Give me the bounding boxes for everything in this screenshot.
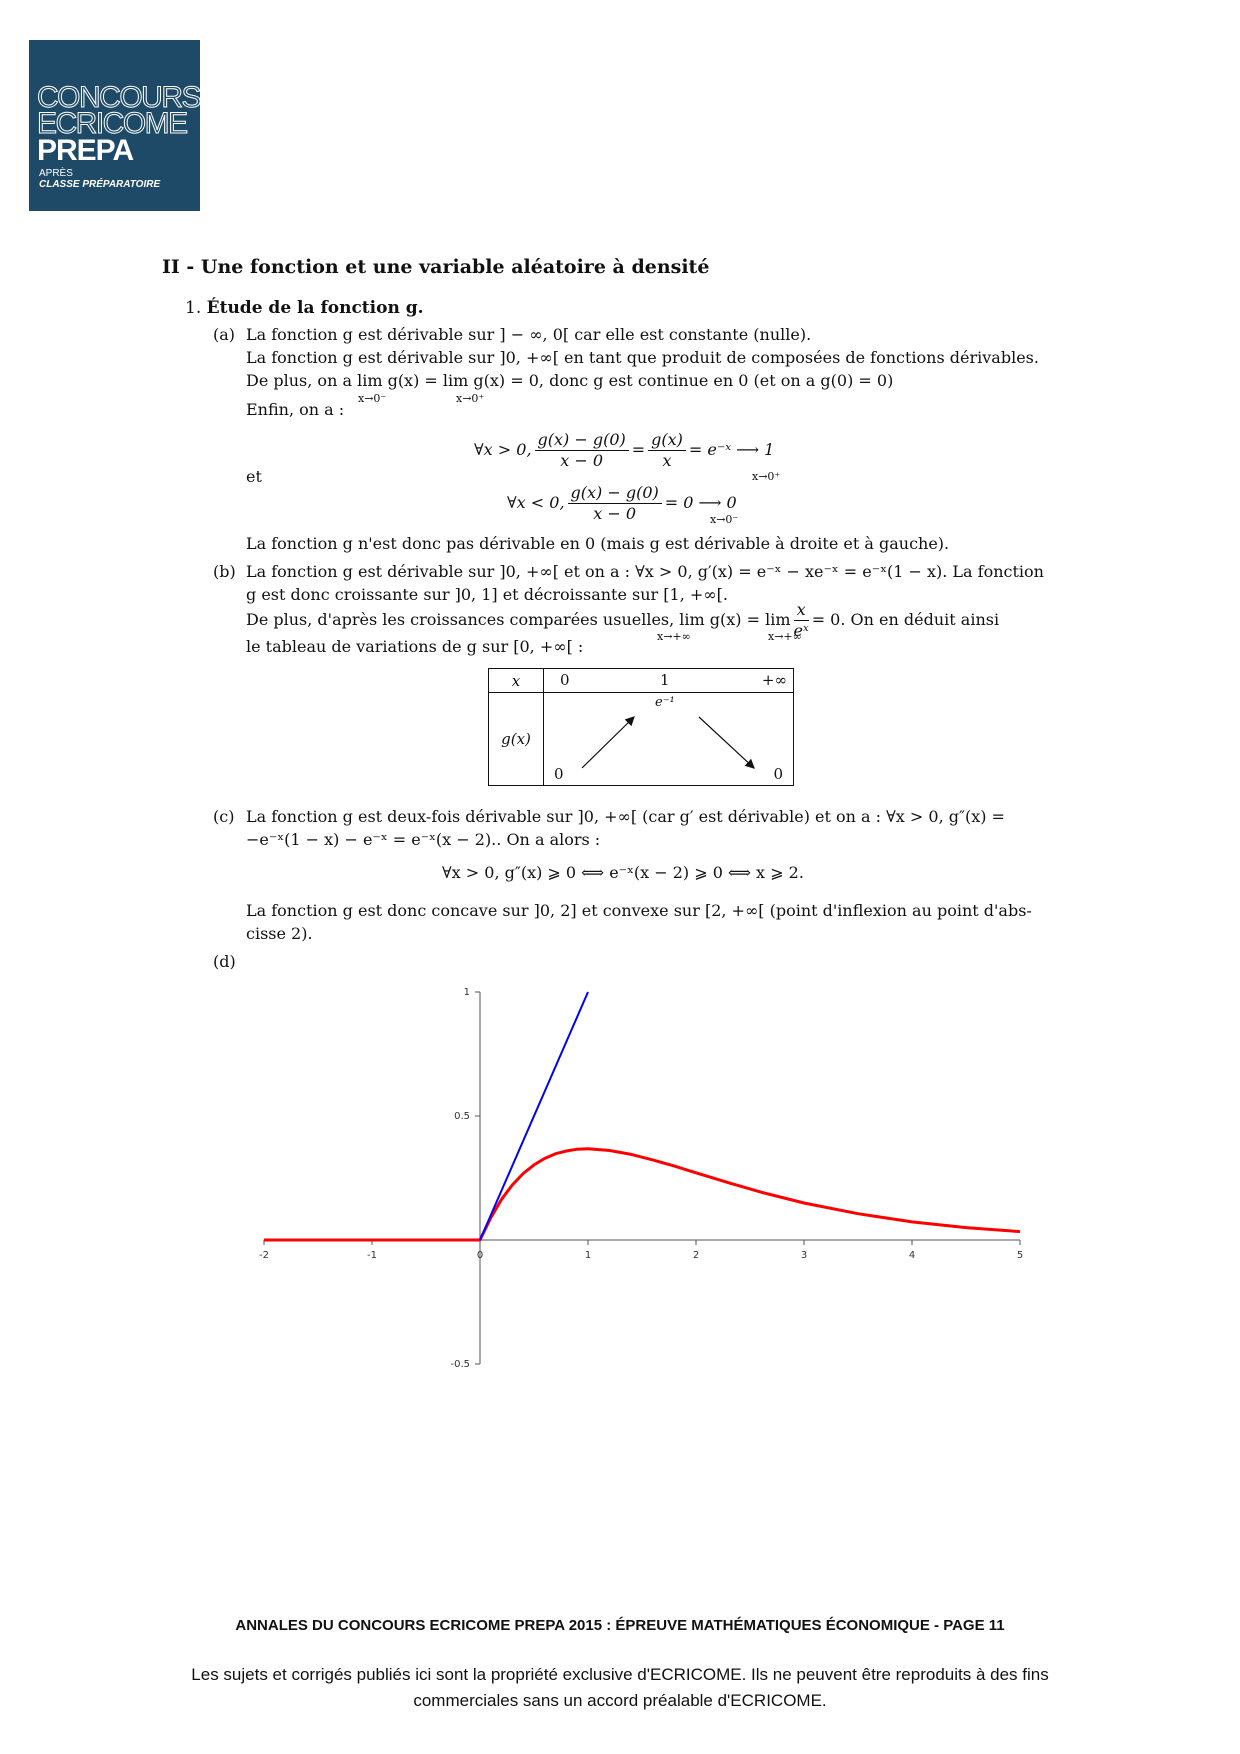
eq1-fraction2: [648, 430, 686, 471]
y-tick-label: -0.5: [450, 1359, 470, 1370]
x-tick-label: -1: [367, 1250, 377, 1261]
ecricome-logo: [29, 40, 200, 211]
part-c-equation: ∀x > 0, g″(x) ⩾ 0 ⟺ e⁻ˣ(x − 2) ⩾ 0 ⟺ x ⩾ 2.: [442, 863, 804, 882]
logo-line-apres: APRÈS: [39, 168, 73, 179]
x-tick-label: 5: [1016, 1250, 1024, 1261]
footer-title: ANNALES DU CONCOURS ECRICOME PREPA 2015 : ÉPREUVE MATHÉMATIQUES ÉCONOMIQUE - PAGE 11: [235, 1617, 1005, 1634]
eq1-fraction: [535, 430, 629, 471]
increasing-arrow: [582, 717, 634, 768]
section-title: II - Une fonction et une variable aléatoire à densité: [162, 256, 710, 278]
var-table-x-values: [544, 669, 794, 693]
part-a-label: (a): [213, 325, 236, 344]
eq1-suffix: = e⁻ˣ ⟶ 1: [688, 440, 775, 459]
part-a-line1: La fonction g est dérivable sur ] − ∞, 0[ car elle est constante (nulle).: [246, 325, 812, 344]
x-tick-label: 1: [584, 1250, 592, 1261]
part-b-frac-num: x: [794, 600, 809, 621]
var-table-x-label: x: [489, 669, 544, 693]
part-b-limit-sub1: x→+∞: [657, 630, 691, 643]
footer-note: Les sujets et corrigés publiés ici sont la propriété exclusive d'ECRICOME. Ils ne peuvent être reproduits à des fins commerciales sans un accord préalable d'ECRICOME.: [191, 1665, 1049, 1710]
chart-axes: [264, 992, 1020, 1364]
var-table-max: e⁻¹: [655, 695, 675, 710]
part-a-et: et: [246, 467, 262, 486]
part-b-line3: [246, 600, 999, 640]
var-table-start: 0: [554, 765, 564, 783]
part-b-line4: le tableau de variations de g sur [0, +∞[ :: [246, 637, 584, 656]
question-title: Étude de la fonction g.: [206, 298, 424, 318]
logo-line-prepa: PREPA: [37, 134, 134, 167]
chart-series: [264, 992, 1020, 1240]
var-table-x1: 1: [660, 671, 670, 689]
logo-line-ecricome: ECRICOME: [37, 107, 187, 140]
x-tick-label: 2: [692, 1250, 700, 1261]
var-table-x2: +∞: [761, 671, 787, 689]
eq1-numerator2: g(x): [648, 430, 686, 451]
series-line-g: [264, 1149, 1020, 1240]
eq1-limit: x→0⁺: [752, 470, 781, 483]
eq2-denominator: x − 0: [593, 503, 637, 523]
var-table-arrows: [544, 693, 798, 786]
part-a-equation1: [474, 425, 774, 475]
x-tick-label: 0: [476, 1250, 484, 1261]
part-b-line3a: De plus, d'après les croissances comparées usuelles, lim g(x) = lim: [246, 610, 791, 629]
part-a-line3: De plus, on a lim g(x) = lim g(x) = 0, donc g est continue en 0 (et on a g(0) = 0): [246, 371, 894, 390]
part-a-limit-sub2: x→0⁺: [456, 392, 485, 405]
part-c-line4: cisse 2).: [246, 924, 313, 943]
part-c-line1: La fonction g est deux-fois dérivable sur ]0, +∞[ (car g′ est dérivable) et on a : ∀x > 0, g″(x) =: [246, 807, 1005, 826]
eq2-prefix: ∀x < 0,: [507, 493, 565, 512]
eq2-numerator: g(x) − g(0): [568, 483, 662, 504]
y-tick-label: 0.5: [454, 1111, 470, 1122]
question-number: 1.: [185, 298, 202, 318]
part-b-limit-sub2: x→+∞: [768, 630, 802, 643]
x-tick-label: 3: [800, 1250, 808, 1261]
function-graph: [240, 980, 1040, 1380]
part-b-label: (b): [213, 562, 236, 581]
logo-line-classe: CLASSE PRÉPARATOIRE: [39, 179, 161, 190]
question-heading: [185, 297, 424, 319]
eq1-numerator: g(x) − g(0): [535, 430, 629, 451]
part-c-line2: −e⁻ˣ(1 − x) − e⁻ˣ = e⁻ˣ(x − 2).. On a alors :: [246, 830, 601, 849]
var-table-end: 0: [773, 765, 783, 783]
eq1-denominator: x − 0: [560, 450, 604, 470]
part-a-limit-sub1: x→0⁻: [358, 392, 387, 405]
var-table-g-label: g(x): [489, 693, 544, 786]
var-table-g-values: [544, 693, 794, 786]
chart-ticks: [259, 987, 1023, 1370]
x-tick-label: 4: [908, 1250, 916, 1261]
part-b-line2: g est donc croissante sur ]0, 1] et décroissante sur [1, +∞[.: [246, 585, 728, 604]
var-table-x0: 0: [560, 671, 570, 689]
part-c-label: (c): [213, 807, 235, 826]
part-a-line4: Enfin, on a :: [246, 400, 345, 419]
eq1-denominator2: x: [662, 450, 672, 470]
decreasing-arrow: [699, 717, 754, 768]
part-b-frac-den: eˣ: [793, 620, 809, 640]
part-b-line3b: = 0. On en déduit ainsi: [811, 610, 1000, 629]
y-tick-label: 1: [463, 987, 470, 998]
part-a-conclusion: La fonction g n'est donc pas dérivable en 0 (mais g est dérivable à droite et à gauche).: [246, 534, 950, 553]
part-a-line2: La fonction g est dérivable sur ]0, +∞[ en tant que produit de composées de fonctions dérivables.: [246, 348, 1039, 367]
variation-table: [488, 668, 794, 786]
eq2-fraction: [568, 483, 662, 524]
eq1-prefix: ∀x > 0,: [474, 440, 532, 459]
part-c-line3: La fonction g est donc concave sur ]0, 2] et convexe sur [2, +∞[ (point d'inflexion au point d'abs-: [246, 901, 1032, 920]
logo-line-concours: CONCOURS: [37, 81, 201, 114]
x-tick-label: -2: [259, 1250, 269, 1261]
eq1-equals: =: [631, 440, 646, 459]
part-a-equation2: [507, 478, 737, 528]
eq2-limit: x→0⁻: [710, 513, 739, 526]
part-d-label: (d): [213, 952, 236, 971]
series-line-tangent: [480, 992, 588, 1240]
part-b-line1: La fonction g est dérivable sur ]0, +∞[ et on a : ∀x > 0, g′(x) = e⁻ˣ − xe⁻ˣ = e⁻ˣ(1 − x). La fonction: [246, 562, 1044, 581]
eq2-suffix: = 0 ⟶ 0: [664, 493, 737, 512]
